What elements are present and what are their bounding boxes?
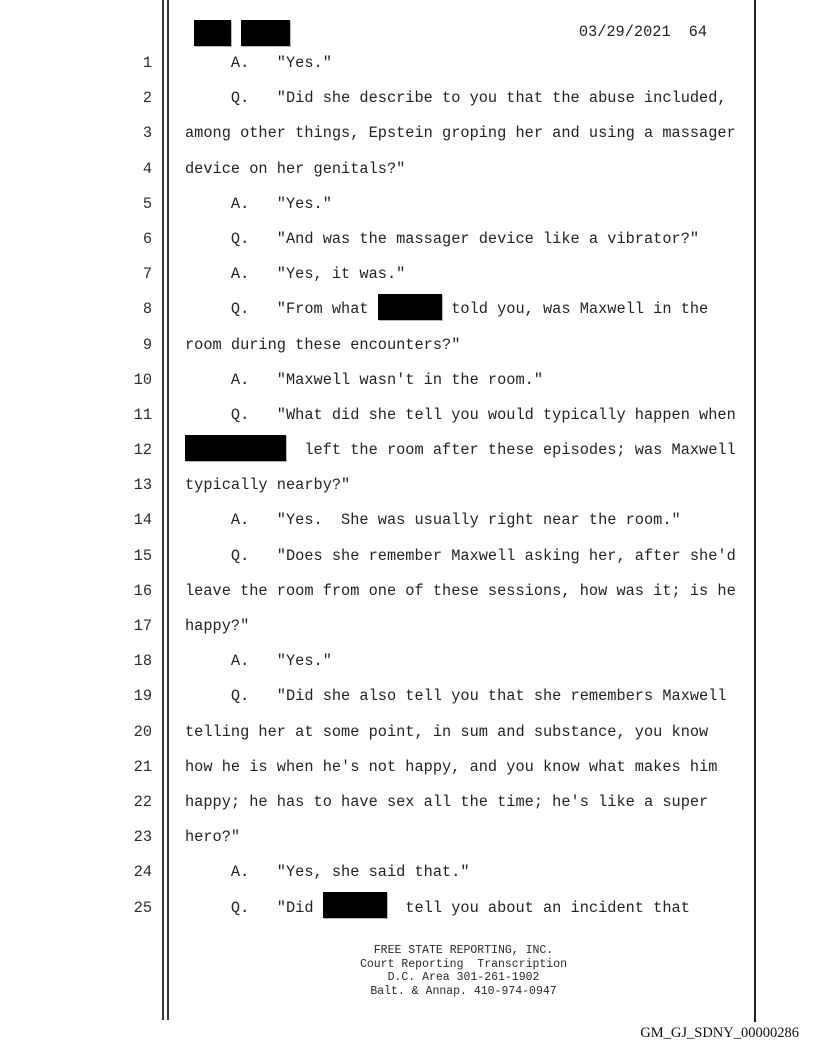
line-text: A. "Yes, it was." — [185, 265, 406, 284]
line-number: 17 — [133, 617, 152, 635]
line-number: 15 — [133, 546, 152, 565]
line-text: Q. "Does she remember Maxwell asking her, after she'd — [185, 546, 736, 565]
line-number: 5 — [142, 194, 152, 213]
line-text: leave the room from one of these sessions, how was it; is he — [185, 581, 736, 600]
line-number: 6 — [142, 229, 152, 248]
footer-line: D.C. Area 301-261-1902 — [387, 971, 540, 985]
line-number: 10 — [133, 370, 152, 389]
transcript-line — [130, 750, 755, 785]
line-number: 20 — [133, 722, 152, 741]
transcript-line — [130, 398, 755, 433]
transcript-line — [130, 222, 755, 257]
transcript-line — [130, 152, 755, 187]
line-number: 22 — [133, 792, 152, 811]
line-number: 23 — [133, 828, 152, 847]
line-text: A. "Yes, she said that." — [185, 863, 470, 882]
transcript-line — [130, 820, 755, 855]
transcript-line — [130, 715, 755, 750]
line-text: Q. "And was the massager device like a vibrator?" — [185, 229, 700, 248]
line-number: 4 — [142, 159, 152, 178]
line-text: hero?" — [185, 828, 241, 847]
transcript-line — [130, 539, 755, 574]
line-number: 25 — [133, 898, 152, 917]
line-text: A. "Yes." — [185, 194, 332, 213]
line-text: telling her at some point, in sum and substance, you know — [185, 722, 709, 741]
line-text: Q. "What did she tell you would typically happen when — [185, 405, 736, 424]
line-text: typically nearby?" — [185, 476, 351, 495]
footer-line: Court Reporting Transcription — [359, 957, 568, 971]
header-date: 03/29/2021 — [578, 23, 671, 41]
line-number: 7 — [142, 265, 152, 284]
line-number: 1 — [142, 54, 152, 72]
transcript-line — [130, 46, 755, 81]
line-number: 8 — [142, 300, 152, 319]
transcript-line — [130, 785, 755, 820]
redaction-box — [185, 435, 286, 461]
line-number: 2 — [142, 89, 152, 108]
transcript-line — [130, 328, 755, 363]
redaction-box — [323, 892, 387, 918]
line-text: A. "Yes." — [185, 652, 332, 671]
transcript-line — [130, 609, 755, 644]
line-text: Q. "Did she also tell you that she remembers Maxwell — [185, 687, 727, 706]
line-text: left the room after these episodes; was Maxwell — [185, 433, 736, 468]
line-number: 24 — [133, 863, 152, 882]
transcript-line — [130, 679, 755, 714]
transcript-line — [130, 855, 755, 890]
line-text: A. "Yes. She was usually right near the room." — [185, 511, 681, 530]
transcript-line — [130, 292, 755, 327]
line-number: 21 — [133, 757, 152, 776]
header-page-number: 64 — [688, 23, 707, 41]
line-text: Q. "Did tell you about an incident that — [185, 891, 690, 926]
footer-line: Balt. & Annap. 410-974-0947 — [370, 984, 557, 998]
line-number: 13 — [133, 476, 152, 495]
line-number: 18 — [133, 652, 152, 671]
line-number: 3 — [142, 124, 152, 143]
header-date-line — [579, 23, 707, 41]
line-text: Q. "From what told you, was Maxwell in the — [185, 292, 708, 327]
line-text: among other things, Epstein groping her and using a massager — [185, 124, 736, 143]
transcript-body — [130, 46, 755, 926]
header-redaction-box — [194, 20, 231, 46]
transcript-line — [130, 891, 755, 926]
line-text: A. "Yes." — [185, 54, 332, 72]
transcript-line — [130, 574, 755, 609]
redaction-box — [378, 294, 442, 320]
transcript-line — [130, 433, 755, 468]
line-text: happy; he has to have sex all the time; he's like a super — [185, 792, 709, 811]
line-text: A. "Maxwell wasn't in the room." — [185, 370, 544, 389]
bates-number: GM_GJ_SDNY_00000286 — [640, 1025, 799, 1041]
transcript-line — [130, 81, 755, 116]
transcript-line — [130, 257, 755, 292]
header-redaction-box — [241, 20, 290, 46]
transcript-line — [130, 644, 755, 679]
line-number: 9 — [142, 335, 152, 354]
reporter-footer — [185, 944, 742, 998]
line-number: 16 — [133, 581, 152, 600]
line-number: 11 — [133, 405, 152, 424]
line-text: device on her genitals?" — [185, 159, 406, 178]
line-number: 12 — [133, 441, 152, 460]
transcript-line — [130, 116, 755, 151]
transcript-line — [130, 503, 755, 538]
transcript-line — [130, 363, 755, 398]
line-text: how he is when he's not happy, and you know what makes him — [185, 757, 718, 776]
line-number: 14 — [133, 511, 152, 530]
line-text: happy?" — [185, 617, 250, 635]
line-text: Q. "Did she describe to you that the abuse included, — [185, 89, 727, 108]
transcript-line — [130, 187, 755, 222]
transcript-line — [130, 468, 755, 503]
line-number: 19 — [133, 687, 152, 706]
footer-line: FREE STATE REPORTING, INC. — [373, 944, 554, 957]
line-text: room during these encounters?" — [185, 335, 461, 354]
